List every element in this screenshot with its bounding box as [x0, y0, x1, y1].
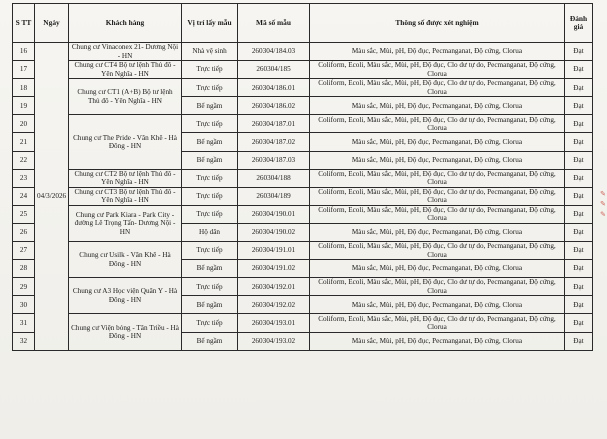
cell-parameters: Coliform, Ecoli, Màu sắc, Mùi, pH, Độ đục, Clo dư tự do, Pecmanganat, Độ cứng, Clorua: [310, 169, 565, 187]
table-row: [13, 314, 593, 332]
cell-customer: Chung cư The Pride - Văn Khê - Hà Đông - HN: [69, 115, 182, 169]
cell-stt: 30: [13, 296, 35, 314]
cell-location: Trực tiếp: [182, 169, 238, 187]
table-row: [13, 205, 593, 223]
cell-evaluation: Đạt: [565, 97, 593, 115]
cell-parameters: Màu sắc, Mùi, pH, Độ đục, Pecmanganat, Độ cứng, Clorua: [310, 223, 565, 241]
table-row: [13, 61, 593, 79]
cell-sample-code: 260304/188: [238, 169, 310, 187]
header-evaluation: Đánh giá: [565, 4, 593, 43]
table-row: [13, 115, 593, 133]
cell-stt: 31: [13, 314, 35, 332]
table-row: [13, 79, 593, 97]
header-date: Ngày: [35, 4, 69, 43]
cell-stt: 22: [13, 151, 35, 169]
cell-stt: 29: [13, 278, 35, 296]
cell-customer: Chung cư A3 Học viện Quân Y - Hà Đông - HN: [69, 278, 182, 314]
cell-customer: Chung cư CT2 Bộ tư lệnh Thủ đô - Yên Nghĩa - HN: [69, 169, 182, 187]
cell-customer: Chung cư Park Kiara - Park City - đường Lê Trọng Tấn- Dương Nội -HN: [69, 205, 182, 241]
header-stt: S TT: [13, 4, 35, 43]
header-location: Vị trí lấy mẫu: [182, 4, 238, 43]
cell-parameters: Coliform, Ecoli, Màu sắc, Mùi, pH, Độ đục, Clo dư tự do, Pecmanganat, Độ cứng, Clorua: [310, 79, 565, 97]
cell-customer: Chung cư CT4 Bộ tư lệnh Thủ đô - Yên Nghĩa - HN: [69, 61, 182, 79]
cell-location: Bể ngầm: [182, 296, 238, 314]
cell-evaluation: Đạt: [565, 278, 593, 296]
cell-sample-code: 260304/191.02: [238, 260, 310, 278]
table-row: [13, 242, 593, 260]
cell-sample-code: 260304/193.02: [238, 332, 310, 350]
cell-location: Nhà vệ sinh: [182, 43, 238, 61]
cell-evaluation: Đạt: [565, 151, 593, 169]
table-row: [13, 169, 593, 187]
cell-stt: 23: [13, 169, 35, 187]
cell-customer: Chung cư CT3 Bộ tư lệnh Thủ đô - Yên Nghĩa - HN: [69, 187, 182, 205]
cell-location: Bể ngầm: [182, 133, 238, 151]
cell-stt: 20: [13, 115, 35, 133]
cell-sample-code: 260304/187.01: [238, 115, 310, 133]
cell-stt: 26: [13, 223, 35, 241]
cell-sample-code: 260304/186.01: [238, 79, 310, 97]
cell-location: Trực tiếp: [182, 187, 238, 205]
cell-stt: 27: [13, 242, 35, 260]
header-customer: Khách hàng: [69, 4, 182, 43]
cell-location: Trực tiếp: [182, 278, 238, 296]
cell-location: Trực tiếp: [182, 205, 238, 223]
cell-parameters: Coliform, Ecoli, Màu sắc, Mùi, pH, Độ đục, Clo dư tự do, Pecmanganat, Độ cứng, Clorua: [310, 278, 565, 296]
cell-customer: Chung cư Viện bỏng - Tân Triều - Hà Đông - HN: [69, 314, 182, 350]
cell-sample-code: 260304/193.01: [238, 314, 310, 332]
cell-evaluation: Đạt: [565, 133, 593, 151]
cell-evaluation: Đạt: [565, 169, 593, 187]
cell-evaluation: Đạt: [565, 296, 593, 314]
cell-location: Bể ngầm: [182, 97, 238, 115]
header-row: [13, 4, 593, 43]
cell-sample-code: 260304/189: [238, 187, 310, 205]
table-row: [13, 43, 593, 61]
margin-handwriting: ✎ ✎ ✎: [599, 190, 607, 219]
cell-evaluation: Đạt: [565, 187, 593, 205]
cell-sample-code: 260304/186.02: [238, 97, 310, 115]
cell-location: Bể ngầm: [182, 260, 238, 278]
header-parameters: Thông số được xét nghiệm: [310, 4, 565, 43]
cell-parameters: Màu sắc, Mùi, pH, Độ đục, Pecmanganat, Độ cứng, Clorua: [310, 151, 565, 169]
cell-parameters: Coliform, Ecoli, Màu sắc, Mùi, pH, Độ đục, Clo dư tự do, Pecmanganat, Độ cứng, Clorua: [310, 187, 565, 205]
cell-sample-code: 260304/187.03: [238, 151, 310, 169]
cell-evaluation: Đạt: [565, 260, 593, 278]
cell-location: Trực tiếp: [182, 79, 238, 97]
cell-location: Bể ngầm: [182, 332, 238, 350]
cell-stt: 32: [13, 332, 35, 350]
cell-customer: Chung cư Usilk - Văn Khê - Hà Đông - HN: [69, 242, 182, 278]
cell-location: Trực tiếp: [182, 115, 238, 133]
cell-evaluation: Đạt: [565, 43, 593, 61]
cell-stt: 17: [13, 61, 35, 79]
cell-parameters: Coliform, Ecoli, Màu sắc, Mùi, pH, Độ đục, Clo dư tự do, Pecmanganat, Độ cứng, Clorua: [310, 314, 565, 332]
cell-stt: 28: [13, 260, 35, 278]
table-row: [13, 278, 593, 296]
cell-evaluation: Đạt: [565, 332, 593, 350]
cell-customer: Chung cư CT1 (A+B) Bộ tư lệnh Thủ đô - Yên Nghĩa - HN: [69, 79, 182, 115]
cell-sample-code: 260304/191.01: [238, 242, 310, 260]
cell-parameters: Màu sắc, Mùi, pH, Độ đục, Pecmanganat, Độ cứng, Clorua: [310, 43, 565, 61]
cell-parameters: Màu sắc, Mùi, pH, Độ đục, Pecmanganat, Độ cứng, Clorua: [310, 296, 565, 314]
cell-sample-code: 260304/192.02: [238, 296, 310, 314]
cell-sample-code: 260304/190.01: [238, 205, 310, 223]
cell-parameters: Màu sắc, Mùi, pH, Độ đục, Pecmanganat, Độ cứng, Clorua: [310, 260, 565, 278]
cell-date: 04/3/2026: [35, 43, 69, 351]
cell-parameters: Màu sắc, Mùi, pH, Độ đục, Pecmanganat, Độ cứng, Clorua: [310, 332, 565, 350]
cell-parameters: Coliform, Ecoli, Màu sắc, Mùi, pH, Độ đục, Clo dư tự do, Pecmanganat, Độ cứng, Clorua: [310, 205, 565, 223]
cell-stt: 19: [13, 97, 35, 115]
cell-location: Trực tiếp: [182, 242, 238, 260]
cell-sample-code: 260304/192.01: [238, 278, 310, 296]
cell-parameters: Coliform, Ecoli, Màu sắc, Mùi, pH, Độ đục, Clo dư tự do, Pecmanganat, Độ cứng, Clorua: [310, 115, 565, 133]
cell-stt: 24: [13, 187, 35, 205]
cell-evaluation: Đạt: [565, 79, 593, 97]
cell-evaluation: Đạt: [565, 314, 593, 332]
cell-location: Bể ngầm: [182, 151, 238, 169]
cell-sample-code: 260304/190.02: [238, 223, 310, 241]
cell-location: Trực tiếp: [182, 61, 238, 79]
cell-location: Trực tiếp: [182, 314, 238, 332]
cell-parameters: Coliform, Ecoli, Màu sắc, Mùi, pH, Độ đục, Clo dư tự do, Pecmanganat, Độ cứng, Clorua: [310, 61, 565, 79]
cell-sample-code: 260304/185: [238, 61, 310, 79]
cell-stt: 21: [13, 133, 35, 151]
cell-parameters: Coliform, Ecoli, Màu sắc, Mùi, pH, Độ đục, Clo dư tự do, Pecmanganat, Độ cứng, Clorua: [310, 242, 565, 260]
cell-evaluation: Đạt: [565, 242, 593, 260]
table-row: [13, 187, 593, 205]
cell-sample-code: 260304/187.02: [238, 133, 310, 151]
cell-evaluation: Đạt: [565, 205, 593, 223]
cell-parameters: Màu sắc, Mùi, pH, Độ đục, Pecmanganat, Độ cứng, Clorua: [310, 133, 565, 151]
header-sample-code: Mã số mẫu: [238, 4, 310, 43]
cell-location: Hộ dân: [182, 223, 238, 241]
cell-evaluation: Đạt: [565, 223, 593, 241]
cell-stt: 18: [13, 79, 35, 97]
cell-stt: 25: [13, 205, 35, 223]
cell-parameters: Màu sắc, Mùi, pH, Độ đục, Pecmanganat, Độ cứng, Clorua: [310, 97, 565, 115]
cell-stt: 16: [13, 43, 35, 61]
cell-evaluation: Đạt: [565, 115, 593, 133]
cell-evaluation: Đạt: [565, 61, 593, 79]
cell-customer: Chung cư Vinaconex 21- Dương Nội - HN: [69, 43, 182, 61]
test-results-table: [12, 3, 593, 351]
cell-sample-code: 260304/184.03: [238, 43, 310, 61]
